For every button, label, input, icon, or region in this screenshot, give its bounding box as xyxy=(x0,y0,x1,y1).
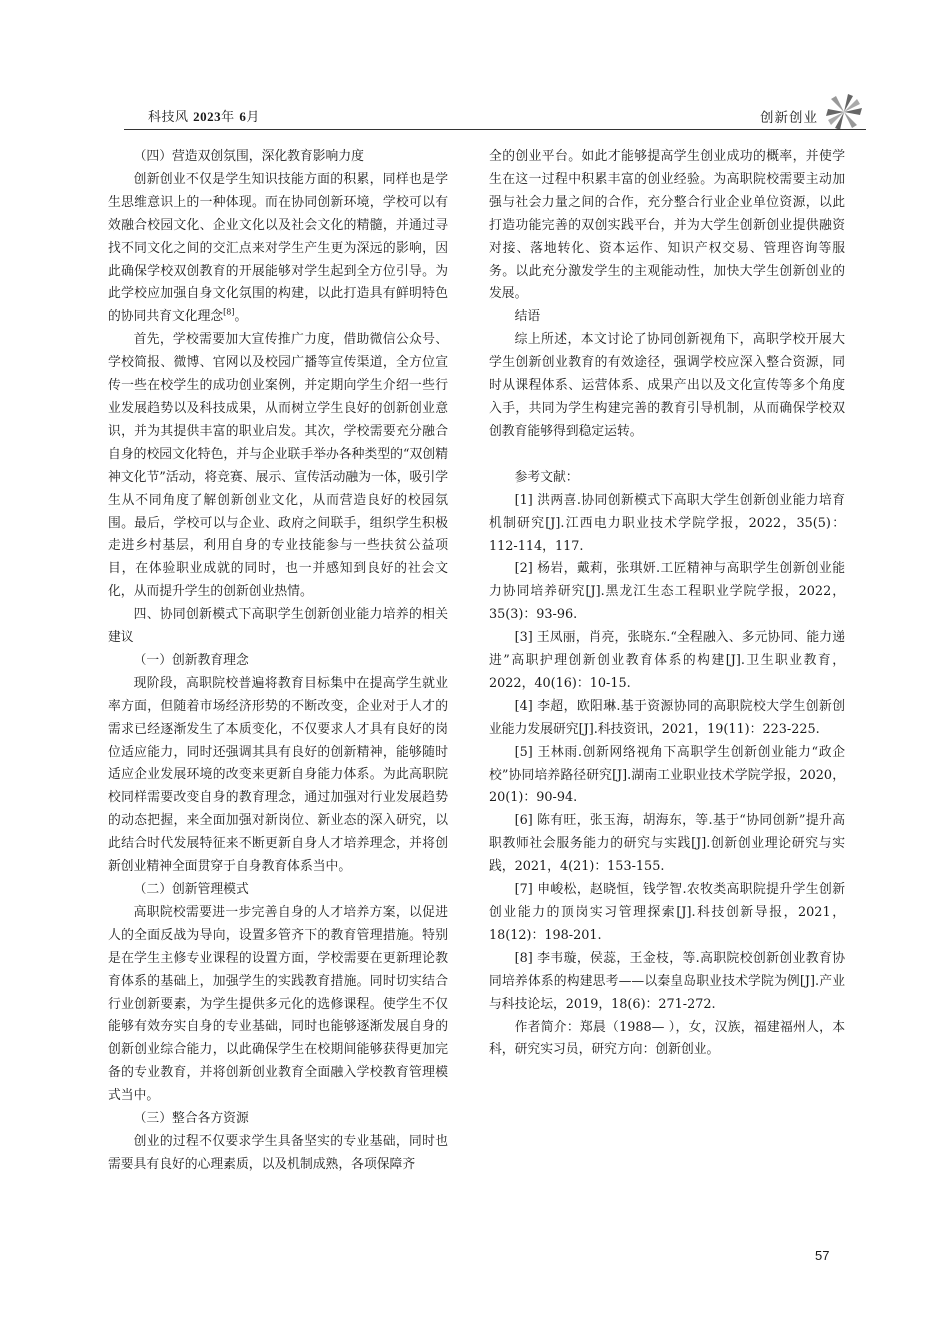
page-header xyxy=(0,96,950,136)
paragraph-resources: 创业的过程不仅要求学生具备坚实的专业基础，同时也需要具有良好的心理素质，以及机制成熟，各项保障齐 xyxy=(108,1133,448,1172)
subsection-heading-1: （一）创新教育理念 xyxy=(133,652,249,668)
journal-month: 6 xyxy=(239,109,247,124)
reference-item: [8] 李韦璇，侯蕊，王金枝，等.高职院校创新创业教育协同培养体系的构建思考——以秦皇岛职业技术学院为例[J].产业与科技论坛，2019，18(6)：271-272. xyxy=(489,950,845,1012)
header-rule xyxy=(124,129,866,130)
left-column xyxy=(108,146,448,1177)
reference-item: [6] 陈有旺，张玉海，胡海东，等.基于“协同创新”提升高职教师社会服务能力的研究与实践[J].创新创业理论研究与实践，2021，4(21)：153-155. xyxy=(489,813,845,875)
journal-month-suffix: 月 xyxy=(246,110,260,125)
journal-year: 2023 xyxy=(193,109,222,124)
journal-info xyxy=(148,106,260,125)
paragraph-platform: 全的创业平台。如此才能够提高学生创业成功的概率，并使学生在这一过程中积累丰富的创业经验。为高职院校需要主动加强与社会力量之间的合作，充分整合行业企业单位资源，以此打造功能完善的双创实践平台，并为大学生创新创业提供融资对接、落地转化、资本运作、知识产权交易、管理咨询等服务。以此充分激发学生的主观能动性，加快大学生创新创业的发展。 xyxy=(489,149,845,302)
subsection-heading-4: （四）营造双创氛围，深化教育影响力度 xyxy=(133,149,364,164)
paragraph-publicity: 首先，学校需要加大宣传推广力度，借助微信公众号、学校简报、微博、官网以及校园广播等宣传渠道，全方位宣传一些在校学生的成功创业案例，并定期向学生介绍一些行业发展趋势以及科技成果，从而树立学生良好的创新创业意识，并为其提供丰富的职业启发。其次，学校需要充分融合自身的校园文化特色，并与企业联手举办各种类型的“双创精神文化节”活动，将竞赛、展示、宣传活动融为一体，吸引学生从不同角度了解创新创业文化，从而营造良好的校园氛围。最后，学校可以与企业、政府之间联手，组织学生积极走进乡村基层，利用自身的专业技能参与一些扶贫公益项目，在体验职业成就的同时，也一并感知到良好的社会文化，从而提升学生的创新创业热情。 xyxy=(108,332,448,600)
references-heading: 参考文献： xyxy=(514,469,579,485)
page-number: 57 xyxy=(815,1248,830,1263)
section-title: 创新创业 xyxy=(760,110,818,126)
section-heading-4: 四、协同创新模式下高职学生创新创业能力培养的相关建议 xyxy=(108,607,448,646)
journal-year-suffix: 年 xyxy=(221,110,235,125)
reference-item: [5] 王林雨.创新网络视角下高职学生创新创业能力“政企校”协同培养路径研究[J].湖南工业职业技术学院学报，2020，20(1)：90-94. xyxy=(489,744,845,806)
right-column xyxy=(489,146,845,1062)
citation-ref: [8] xyxy=(223,308,235,318)
reference-item: [4] 李超，欧阳琳.基于资源协同的高职院校大学生创新创业能力发展研究[J].科技资讯，2021，19(11)：223-225. xyxy=(489,698,845,737)
reference-item: [3] 王凤丽，肖亮，张晓东.“全程融入、多元协同、能力递进”高职护理创新创业教育体系的构建[J].卫生职业教育，2022，40(16)：10-15. xyxy=(489,630,845,691)
reference-item: [7] 申峻松，赵晓恒，钱学智.农牧类高职院提升学生创新创业能力的顶岗实习管理探索[J].科技创新导报，2021，18(12)：198-201. xyxy=(489,882,845,943)
conclusion-heading: 结语 xyxy=(514,309,541,325)
reference-item: [2] 杨岩，戴莉，张琪妍.工匠精神与高职学生创新创业能力协同培养研究[J].黑龙江生态工程职业学院学报，2022，35(3)：93-96. xyxy=(489,561,845,623)
paragraph-conclusion: 综上所述，本文讨论了协同创新视角下，高职学校开展大学生创新创业教育的有效途径，强调学校应深入整合资源，同时从课程体系、运营体系、成果产出以及文化宣传等多个角度入手，共同为学生构建完善的教育引导机制，从而确保学校双创教育能够得到稳定运转。 xyxy=(489,332,845,439)
pinwheel-logo-icon xyxy=(822,90,866,134)
paragraph-management: 高职院校需要进一步完善自身的人才培养方案，以促进人的全面反战为导向，设置多管齐下的教育管理措施。特别是在学生主修专业课程的设置方面，学校需要在更新理论教育体系的基础上，加强学生的实践教育措施。同时切实结合行业创新要素，为学生提供多元化的选修课程。使学生不仅能够有效夯实自身的专业基础，同时也能够逐渐发展自身的创新创业综合能力，以此确保学生在校期间能够获得更加完备的专业教育，并将创新创业教育全面融入学校教育管理模式当中。 xyxy=(108,904,448,1104)
subsection-heading-3: （三）整合各方资源 xyxy=(133,1111,249,1127)
paragraph-culture xyxy=(108,169,448,329)
paragraph-culture-text: 创新创业不仅是学生知识技能方面的积累，同样也是学生思维意识上的一种体现。而在协同创新环境，学校可以有效融合校园文化、企业文化以及社会文化的精髓，并通过寻找不同文化之间的交汇点来对学生产生更为深远的影响，因此确保学校双创教育的开展能够对学生起到全方位引导。为此学校应加强自身文化氛围的构建，以此打造具有鲜明特色的协同共育文化理念 xyxy=(108,171,448,325)
paragraph-culture-end: 。 xyxy=(234,309,248,325)
author-bio: 作者简介：郑晨（1988— ），女，汉族，福建福州人，本科，研究实习员，研究方向：创新创业。 xyxy=(489,1019,845,1058)
reference-item: [1] 洪两喜.协同创新模式下高职大学生创新创业能力培育机制研究[J].江西电力职业技术学院学报，2022，35(5)：112-114，117. xyxy=(489,492,845,554)
journal-name: 科技风 xyxy=(148,110,189,125)
subsection-heading-2: （二）创新管理模式 xyxy=(133,882,249,897)
paragraph-education-concept: 现阶段，高职院校普遍将教育目标集中在提高学生就业率方面，但随着市场经济形势的不断改变，企业对于人才的需求已经逐渐发生了本质变化，不仅要求人才具有良好的岗位适应能力，同时还强调其具有良好的创新精神，能够随时适应企业发展环境的改变来更新自身能力体系。为此高职院校同样需要改变自身的教育理念，通过加强对行业发展趋势的动态把握，来全面加强对新岗位、新业态的深入研究，以此结合时代发展特征来不断更新自身人才培养理念，并将创新创业精神全面贯穿于自身教育体系当中。 xyxy=(108,675,448,875)
spacer xyxy=(489,444,845,467)
